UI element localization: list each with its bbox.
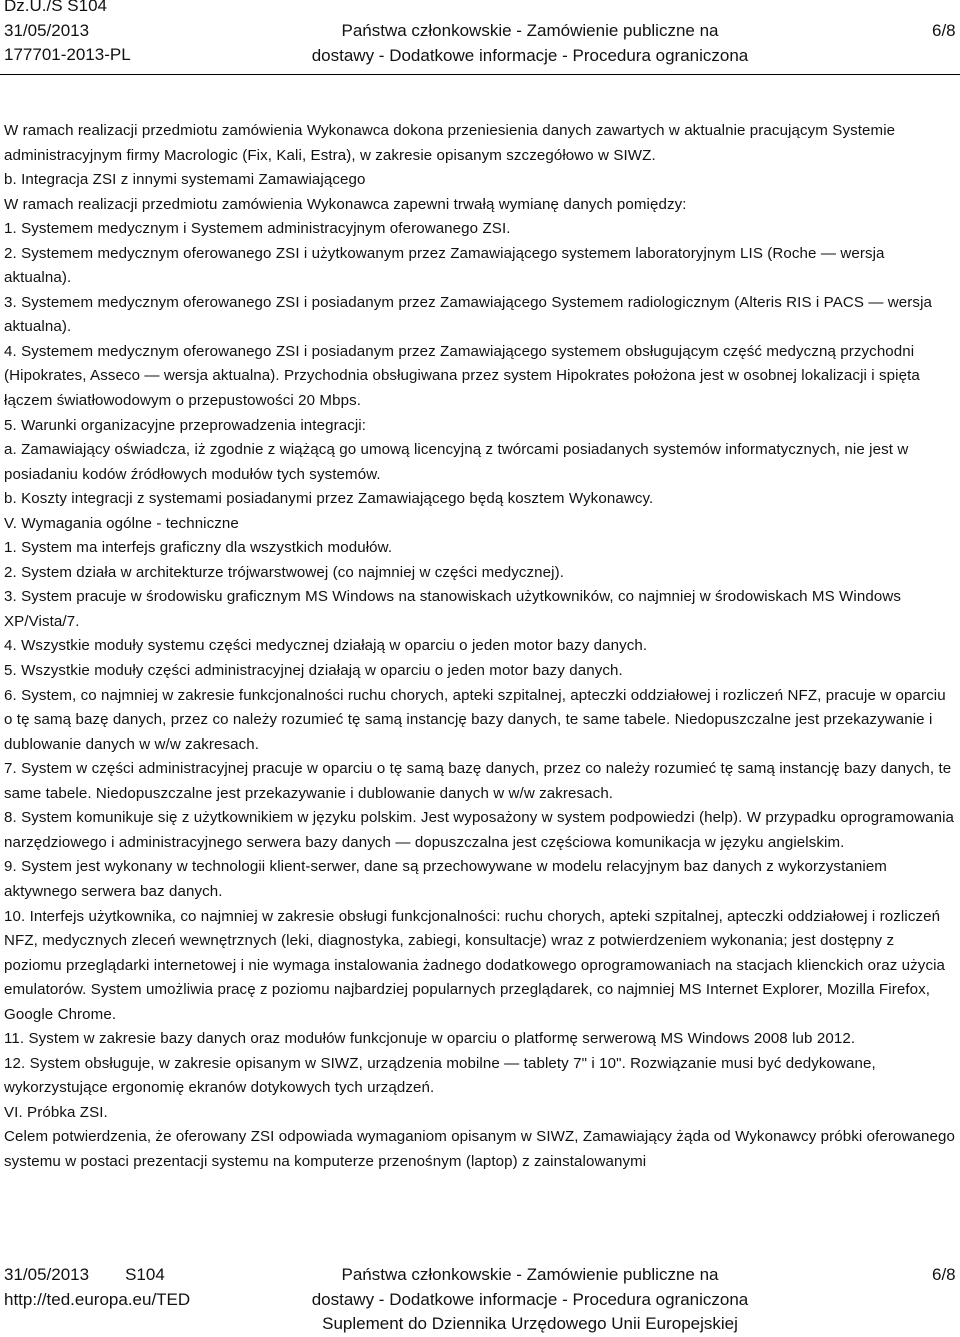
paragraph: W ramach realizacji przedmiotu zamówienia Wykonawca zapewni trwałą wymianę danych pomiędzy:	[4, 195, 687, 213]
paragraph: Celem potwierdzenia, że oferowany ZSI odpowiada wymaganiom opisanym w SIWZ, Zamawiający żąda od Wykonawcy próbki oferowanego systemu w postaci prezentacji systemu na komputerze przenośnym (laptop) z zainstalowanymi	[4, 1128, 956, 1170]
paragraph: 3. System pracuje w środowisku graficznym MS Windows na stanowiskach użytkowników, co najmniej w środowiskach MS Windows XP/Vista/7.	[4, 588, 901, 630]
footer-date: 31/05/2013	[4, 1265, 90, 1284]
paragraph: b. Integracja ZSI z innymi systemami Zamawiającego	[4, 171, 366, 189]
footer-title	[290, 1263, 770, 1337]
paragraph: b. Koszty integracji z systemami posiadanymi przez Zamawiającego będą kosztem Wykonawcy.	[4, 490, 654, 508]
section-heading: VI. Próbka ZSI.	[4, 1103, 108, 1121]
header-title	[290, 19, 770, 68]
paragraph: 2. Systemem medycznym oferowanego ZSI i użytkowanym przez Zamawiającego systemem laboratoryjnym LIS (Roche — wersja aktualna).	[4, 244, 885, 287]
header-page-number: 6/8	[932, 21, 956, 40]
journal-reference: Dz.U./S S104	[4, 0, 107, 15]
footer-left	[4, 1263, 190, 1312]
footer-page-number: 6/8	[932, 1265, 956, 1284]
paragraph: 2. System działa w architekturze trójwarstwowej (co najmniej w części medycznej).	[4, 563, 565, 581]
paragraph: 8. System komunikuje się z użytkownikiem w języku polskim. Jest wyposażony w system podpowiedzi (help). W przypadku oprogramowania narzędziowego i administracyjnego serwera bazy danych — dopuszczalna jest częściowa komunikacja w języku angielskim.	[4, 809, 955, 851]
document-body	[4, 119, 956, 1175]
paragraph: 11. System w zakresie bazy danych oraz modułów funkcjonuje w oparciu o platformę serwerową MS Windows 2008 lub 2012.	[4, 1030, 856, 1048]
header-left	[4, 0, 131, 68]
document-id: 177701-2013-PL	[4, 45, 131, 64]
footer-url[interactable]: http://ted.europa.eu/TED	[4, 1289, 191, 1309]
paragraph: 3. Systemem medycznym oferowanego ZSI i posiadanym przez Zamawiającego Systemem radiologicznym (Alteris RIS i PACS — wersja aktualna).	[4, 293, 933, 336]
paragraph: 4. Wszystkie moduły systemu części medycznej działają w oparciu o jeden motor bazy danych.	[4, 637, 648, 655]
paragraph: 7. System w części administracyjnej pracuje w oparciu o tę samą bazę danych, przez co należy rozumieć tę samą instancję bazy danych, te same tabele. Niedopuszczalne jest przekazywanie i dublowanie danych w w/w zakresach.	[4, 760, 952, 802]
header-title-line-1: Państwa członkowskie - Zamówienie publiczne na	[341, 21, 719, 40]
paragraph: W ramach realizacji przedmiotu zamówienia Wykonawca dokona przeniesienia danych zawartych w aktualnie pracującym Systemie administracyjnym firmy Macrologic (Fix, Kali, Estra), w zakresie opisanym szczegółowo w SIWZ.	[4, 122, 896, 164]
header-divider	[0, 74, 960, 75]
footer-issue: S104	[125, 1265, 165, 1284]
publication-date: 31/05/2013	[4, 20, 90, 40]
footer-title-line-1: Państwa członkowskie - Zamówienie publiczne na	[341, 1265, 719, 1284]
paragraph: 5. Warunki organizacyjne przeprowadzenia integracji:	[4, 416, 367, 434]
header-title-line-2: dostawy - Dodatkowe informacje - Procedura ograniczona	[311, 45, 749, 65]
paragraph: 9. System jest wykonany w technologii klient-serwer, dane są przechowywane w modelu relacyjnym baz danych z wykorzystaniem aktywnego serwera baz danych.	[4, 858, 887, 900]
paragraph: 4. Systemem medycznym oferowanego ZSI i posiadanym przez Zamawiającego systemem obsługującym część medyczną przychodni (Hipokrates, Asseco — wersja aktualna). Przychodnia obsługiwana przez system Hipokrates położona jest w osobnej lokalizacji i spięta łączem światłowodowym o przepustowości 20 Mbps.	[4, 342, 920, 410]
paragraph: 12. System obsługuje, w zakresie opisanym w SIWZ, urządzenia mobilne — tablety 7" i 10". Rozwiązanie musi być dedykowane, wykorzystujące ergonomię ekranów dotykowych tych urządzeń.	[4, 1054, 876, 1097]
paragraph: 1. System ma interfejs graficzny dla wszystkich modułów.	[4, 539, 393, 557]
paragraph: 1. Systemem medycznym i Systemem administracyjnym oferowanego ZSI.	[4, 220, 511, 238]
footer-title-line-2: dostawy - Dodatkowe informacje - Procedura ograniczona	[311, 1289, 749, 1309]
footer-title-line-3: Suplement do Dziennika Urzędowego Unii Europejskiej	[322, 1314, 738, 1333]
footer-date-line	[4, 1263, 190, 1288]
paragraph: a. Zamawiający oświadcza, iż zgodnie z wiążącą go umową licencyjną z twórcami posiadanych systemów informatycznych, nie jest w posiadaniu kodów źródłowych modułów tych systemów.	[4, 441, 909, 483]
paragraph: 6. System, co najmniej w zakresie funkcjonalności ruchu chorych, apteki szpitalnej, apteczki oddziałowej i rozliczeń NFZ, pracuje w oparciu o tę samą bazę danych, przez co należy rozumieć tę samą instancję bazy danych, te same tabele. Niedopuszczalne jest przekazywanie i dublowanie danych w w/w zakresach.	[4, 686, 946, 753]
section-heading: V. Wymagania ogólne - techniczne	[4, 514, 239, 532]
paragraph: 10. Interfejs użytkownika, co najmniej w zakresie obsługi funkcjonalności: ruchu chorych, apteki szpitalnej, apteczki oddziałowej i rozliczeń NFZ, medycznych zleceń wewnętrznych (leki, diagnostyka, zabiegi, konsultacje) wraz z potwierdzeniem wykonania; jest dostępny z poziomu przeglądarki internetowej i nie wymaga instalowania żadnego dodatkowego oprogramowaniach na stacjach klienckich oraz użycia emulatorów. System umożliwia pracę z poziomu najbardziej popularnych przeglądarek, co najmniej MS Internet Explorer, Mozilla Firefox, Google Chrome.	[4, 907, 946, 1023]
paragraph: 5. Wszystkie moduły części administracyjnej działają w oparciu o jeden motor bazy danych.	[4, 662, 623, 680]
